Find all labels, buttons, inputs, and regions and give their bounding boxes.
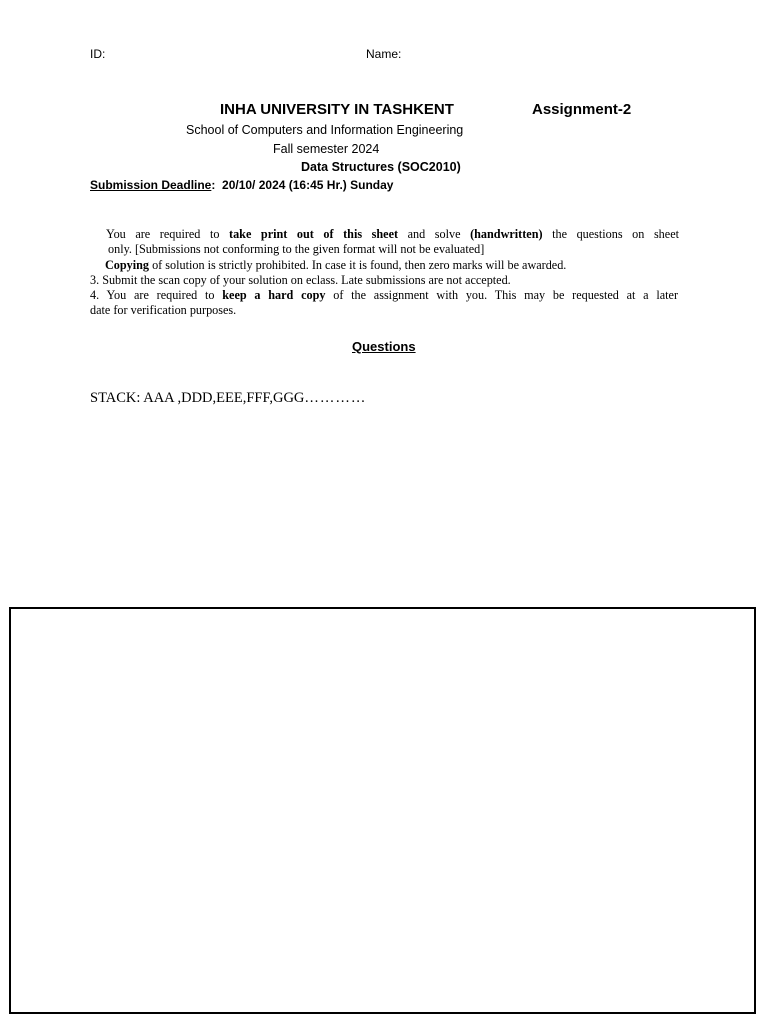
stack-question-dots: …………	[304, 390, 367, 406]
rule-1-emphasis-print: take print out of this sheet	[229, 227, 399, 241]
course-title: Data Structures (SOC2010)	[301, 160, 461, 174]
stack-question	[90, 390, 366, 407]
rule-2-text: of solution is strictly prohibited. In case it is found, then zero marks will be awarded.	[149, 258, 567, 272]
school-name: School of Computers and Information Engineering	[186, 123, 464, 137]
rule-4-text-end: of the assignment with you. This may be requested at a later	[325, 288, 678, 302]
rule-2-emphasis: Copying	[105, 258, 150, 272]
rule-1-text-mid: and solve	[398, 227, 471, 241]
stack-question-text: STACK: AAA ,DDD,EEE,FFF,GGG	[90, 390, 305, 406]
rule-1-text-end: the questions on sheet	[542, 227, 679, 241]
rule-4-line-2: date for verification purposes.	[90, 303, 237, 317]
rule-4-emphasis: keep a hard copy	[222, 288, 326, 302]
rule-1-line-1	[106, 227, 679, 242]
semester: Fall semester 2024	[273, 142, 380, 156]
rule-4-text: 4. You are required to	[90, 288, 223, 302]
name-label: Name:	[366, 47, 402, 61]
deadline-separator: :	[211, 178, 216, 192]
assignment-title: Assignment-2	[532, 101, 632, 118]
answer-box[interactable]	[9, 607, 756, 1014]
rule-1-line-2: only. [Submissions not conforming to the given format will not be evaluated]	[108, 242, 485, 256]
rule-1-emphasis-handwritten: (handwritten)	[470, 227, 543, 241]
rule-3: 3. Submit the scan copy of your solution on eclass. Late submissions are not accepted.	[90, 273, 511, 287]
rule-2	[105, 258, 566, 273]
deadline-label: Submission Deadline	[90, 178, 212, 192]
rule-4-line-1	[90, 288, 678, 303]
rule-1-text: You are required to	[106, 227, 230, 241]
deadline-value: 20/10/ 2024 (16:45 Hr.) Sunday	[222, 178, 394, 192]
submission-deadline	[90, 178, 393, 192]
university-title: INHA UNIVERSITY IN TASHKENT	[220, 101, 454, 118]
id-label: ID:	[90, 47, 106, 61]
questions-heading: Questions	[352, 339, 416, 354]
